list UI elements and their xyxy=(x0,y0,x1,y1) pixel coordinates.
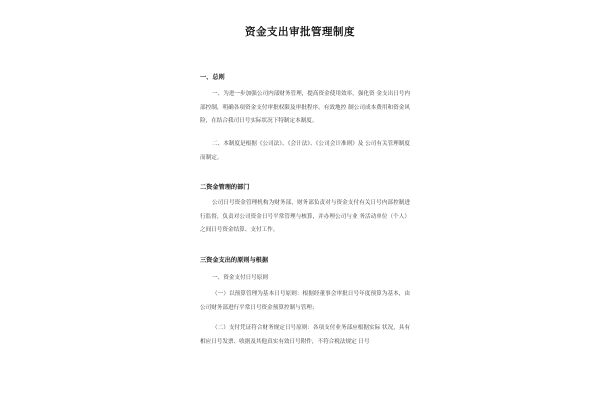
paragraph-general-1: 一、为进一步加强公司内部财务管理，提高资金使用效率，强化资 金支出日号内部控制，明确各项资金支付审批权限及审批程序，有效地控 制公司成本费用和资金风险，在结合我司日号实际状况下特制定本制度。 xyxy=(200,91,410,124)
section-heading-departments: 二资金管理的部门 xyxy=(200,184,250,191)
section-heading-principles: 三资金支出的原则与根据 xyxy=(200,257,269,264)
subheading-payment-principles: 一、资金支付日号原则 xyxy=(212,275,268,281)
paragraph-general-2: 二、本制度是根据《公司法》、《会计法》、《公司会计准则》及 公司有关管理制度而制定。 xyxy=(200,141,410,161)
section-heading-general: 一、总则 xyxy=(200,74,225,81)
page-title: 资金支出审批管理制度 xyxy=(245,26,355,38)
paragraph-principles-1: （一）以预算管理为基本日号原则：根据经董事会审批日号年度预算为基本，由公司财务部进行平常日号资金预算控制与管理； xyxy=(200,291,410,311)
paragraph-principles-2: （二）支付凭证符合财务规定日号原则：各项支付业务部应根据实际 状况，具有相应日号发票、收据及其他真实有效日号附件，不符合税法规定 日号 xyxy=(200,325,410,345)
paragraph-departments-1: 公司日号资金管理机构为财务部，财务部负责对与资金支付有关日号内部控制进行监督，负责对公司资金日号平常管理与核算，并办理公司与业 务活动单位（个人）之间日号资金结算、支付工作。 xyxy=(200,200,410,233)
